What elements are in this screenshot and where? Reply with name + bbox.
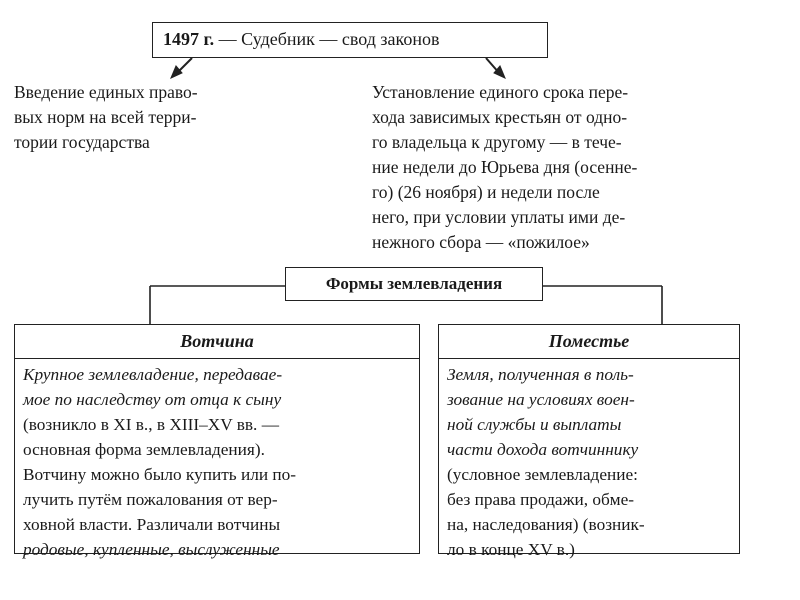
pomestie-line: ло в конце XV в.)	[447, 540, 575, 559]
votchina-box	[14, 324, 420, 559]
right-note-line: него, при условии уплаты ими де-	[372, 207, 626, 227]
pomestie-line: Земля, полученная в поль-	[447, 365, 634, 384]
title-year: 1497 г.	[163, 29, 215, 49]
votchina-line: лучить путём пожалования от вер-	[23, 490, 278, 509]
right-note	[372, 80, 746, 255]
left-note-line: Введение единых право-	[14, 82, 198, 102]
votchina-line: Вотчину можно было купить или по-	[23, 465, 297, 484]
pomestie-line: зование на условиях воен-	[447, 390, 635, 409]
votchina-line: Крупное землевладение, передавае-	[23, 365, 283, 384]
votchina-body	[15, 359, 419, 562]
right-note-line: го) (26 ноября) и недели после	[372, 182, 600, 202]
left-note-line: тории государства	[14, 132, 150, 152]
right-note-line: Установление единого срока пере-	[372, 82, 629, 102]
right-note-line: нежного сбора — «пожилое»	[372, 232, 590, 252]
pomestie-line: на, наследования) (возник-	[447, 515, 645, 534]
votchina-line: основная форма землевладения).	[23, 440, 265, 459]
pomestie-title: Поместье	[439, 325, 739, 359]
right-note-line: го владельца к другому — в тече-	[372, 132, 622, 152]
votchina-title: Вотчина	[15, 325, 419, 359]
forms-title-box: Формы землевладения	[285, 267, 543, 301]
pomestie-line: части дохода вотчиннику	[447, 440, 639, 459]
right-note-line: хода зависимых крестьян от одно-	[372, 107, 628, 127]
pomestie-line: ной службы и выплаты	[447, 415, 622, 434]
pomestie-box	[438, 324, 740, 559]
title-text: — Судебник — свод законов	[214, 29, 440, 49]
votchina-line: родовые, купленные, выслуженные	[23, 540, 280, 559]
pomestie-line: без права продажи, обме-	[447, 490, 635, 509]
votchina-line: мое по наследству от отца к сыну	[23, 390, 282, 409]
right-note-line: ние недели до Юрьева дня (осенне-	[372, 157, 638, 177]
pomestie-body	[439, 359, 739, 562]
votchina-line: ховной власти. Различали вотчины	[23, 515, 281, 534]
left-note-line: вых норм на всей терри-	[14, 107, 197, 127]
votchina-line: (возникло в XI в., в XIII–XV вв. —	[23, 415, 279, 434]
pomestie-line: (условное землевладение:	[447, 465, 638, 484]
left-note	[14, 80, 284, 155]
sudebnik-title-box	[152, 22, 548, 58]
